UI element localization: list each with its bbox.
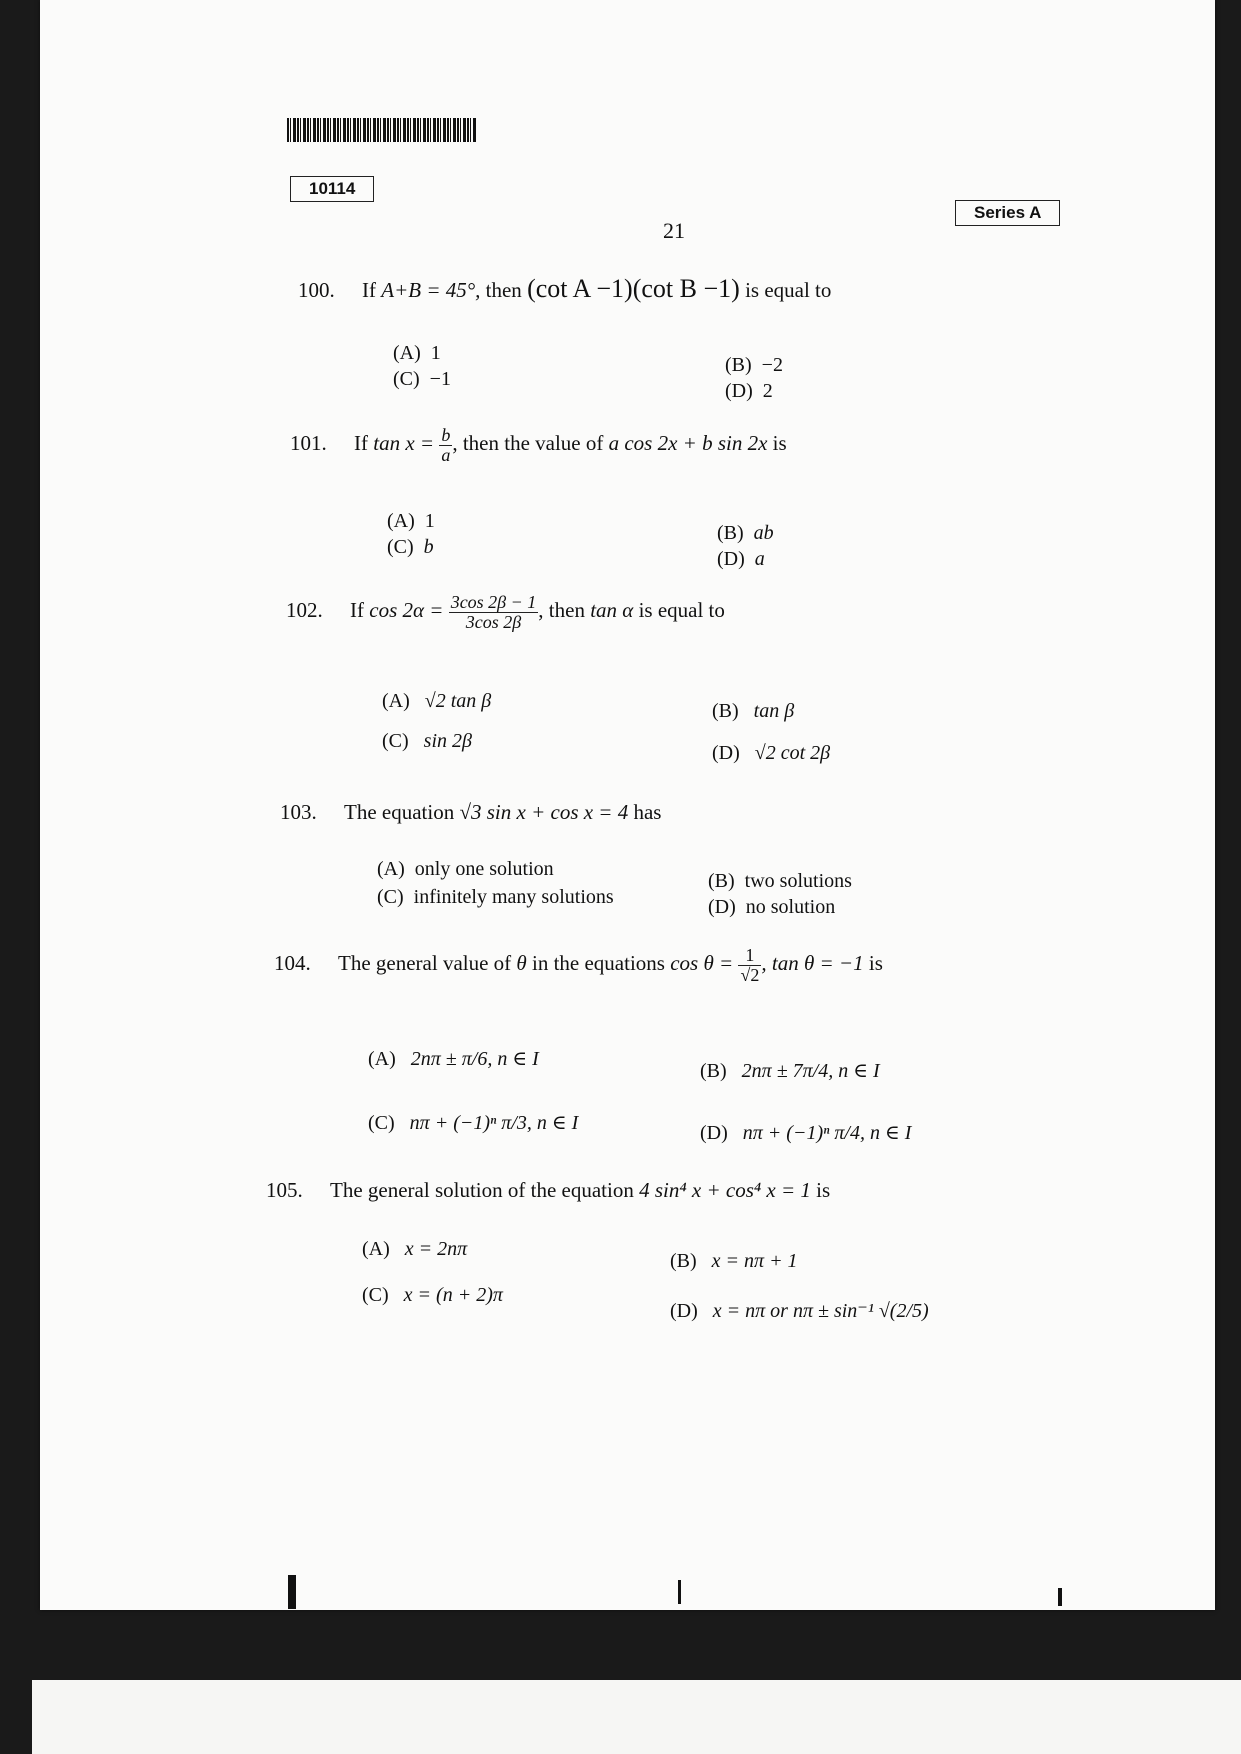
option-a: (A) √2 tan β bbox=[382, 690, 492, 712]
question-number: 103. bbox=[280, 800, 317, 824]
question-text: , then bbox=[538, 598, 585, 623]
option-d: (D) a bbox=[717, 548, 765, 570]
scan-mark bbox=[288, 1575, 296, 1609]
question-math: A+B = 45°, bbox=[381, 278, 481, 302]
option-b: (B) x = nπ + 1 bbox=[670, 1250, 798, 1272]
question-101 bbox=[290, 426, 787, 465]
question-math: √3 sin x + cos x = 4 bbox=[459, 800, 629, 824]
option-b: (B) 2nπ ± 7π/4, n ∈ I bbox=[700, 1060, 880, 1082]
option-a: (A) 1 bbox=[387, 510, 435, 532]
option-a: (A) only one solution bbox=[377, 858, 554, 880]
question-text: The general value of bbox=[338, 951, 512, 976]
question-text: The general solution of the equation bbox=[330, 1178, 634, 1202]
question-math: 4 sin⁴ x + cos⁴ x = 1 bbox=[639, 1178, 811, 1202]
question-number: 100. bbox=[298, 278, 335, 302]
barcode bbox=[287, 118, 477, 142]
paper-code-box: 10114 bbox=[290, 176, 374, 202]
question-103 bbox=[280, 800, 661, 825]
option-c: (C) sin 2β bbox=[382, 730, 472, 752]
fraction: $\frac{b}{a}$ bbox=[441, 425, 451, 465]
question-text: is equal to bbox=[745, 278, 832, 302]
option-c: (C) x = (n + 2)π bbox=[362, 1284, 503, 1306]
scan-mark bbox=[678, 1580, 681, 1604]
question-number: 101. bbox=[290, 431, 327, 456]
option-c: (C) nπ + (−1)ⁿ π/3, n ∈ I bbox=[368, 1112, 579, 1134]
question-text: is equal to bbox=[638, 598, 725, 623]
option-d: (D) x = nπ or nπ ± sin⁻¹ √(2/5) bbox=[670, 1300, 929, 1322]
question-math: tan x = bbox=[373, 431, 435, 456]
question-number: 102. bbox=[286, 598, 323, 623]
question-text: in the equations bbox=[532, 951, 665, 976]
page-number: 21 bbox=[663, 218, 685, 243]
option-b: (B) two solutions bbox=[708, 870, 852, 892]
question-text: is bbox=[772, 431, 787, 456]
question-math: , tan θ = −1 bbox=[761, 951, 864, 976]
question-text: If bbox=[362, 278, 376, 302]
question-102 bbox=[286, 593, 725, 632]
question-104 bbox=[274, 946, 883, 985]
option-d: (D) 2 bbox=[725, 380, 773, 402]
option-a: (A) x = 2nπ bbox=[362, 1238, 468, 1260]
option-c: (C) b bbox=[387, 536, 434, 558]
question-text: is bbox=[816, 1178, 831, 1202]
scanner-bed-strip bbox=[32, 1680, 1241, 1754]
question-math: cos θ = bbox=[670, 951, 734, 976]
question-text: is bbox=[868, 951, 883, 976]
option-b: (B) ab bbox=[717, 522, 774, 544]
series-box: Series A bbox=[955, 200, 1060, 226]
option-c: (C) −1 bbox=[393, 368, 451, 390]
option-d: (D) no solution bbox=[708, 896, 836, 918]
question-text: If bbox=[350, 598, 364, 623]
option-d: (D) nπ + (−1)ⁿ π/4, n ∈ I bbox=[700, 1122, 912, 1144]
option-b: (B) −2 bbox=[725, 354, 783, 376]
question-text: The equation bbox=[344, 800, 455, 824]
option-a: (A) 2nπ ± π/6, n ∈ I bbox=[368, 1048, 539, 1070]
question-text: If bbox=[354, 431, 368, 456]
question-math: (cot A −1)(cot B −1) bbox=[527, 274, 740, 303]
question-math: a cos 2x + b sin 2x bbox=[608, 431, 768, 456]
question-105 bbox=[266, 1178, 830, 1203]
question-math: cos 2α = bbox=[369, 598, 444, 623]
question-text: then bbox=[485, 278, 522, 302]
question-number: 104. bbox=[274, 951, 311, 976]
scan-mark bbox=[1058, 1588, 1062, 1606]
question-100 bbox=[298, 274, 831, 304]
question-math: θ bbox=[516, 951, 527, 976]
question-math: tan α bbox=[590, 598, 634, 623]
option-a: (A) 1 bbox=[393, 342, 441, 364]
question-text: , then the value of bbox=[452, 431, 604, 456]
option-c: (C) infinitely many solutions bbox=[377, 886, 614, 908]
option-d: (D) √2 cot 2β bbox=[712, 742, 831, 764]
option-b: (B) tan β bbox=[712, 700, 795, 722]
exam-page bbox=[40, 0, 1215, 1610]
question-text: has bbox=[633, 800, 662, 824]
fraction: $\frac{3\cos 2\beta - 1}{3\cos 2\beta}$ bbox=[450, 592, 537, 632]
fraction: $\frac{1}{√2}$ bbox=[740, 945, 760, 985]
question-number: 105. bbox=[266, 1178, 303, 1202]
